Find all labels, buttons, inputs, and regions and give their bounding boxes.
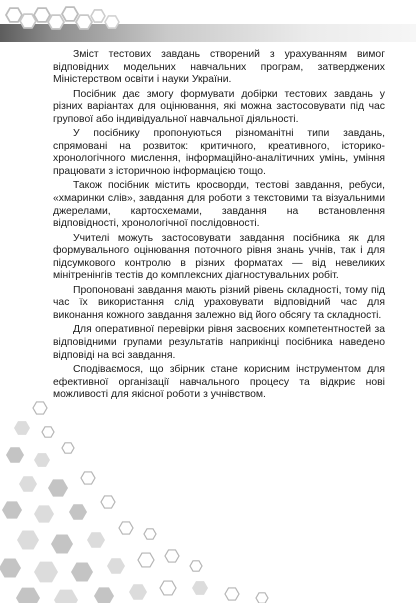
hexagon-cluster-hexagon	[33, 402, 47, 414]
hexagon-cluster-hexagon	[51, 534, 73, 553]
hexagon-cluster-hexagon	[192, 581, 208, 595]
hexagon-cluster-hexagon	[256, 593, 268, 603]
header-bar	[0, 24, 416, 42]
hexagon-cluster-hexagon	[14, 421, 30, 435]
hexagon-cluster-hexagon	[160, 581, 176, 595]
header-hexagon-icon	[6, 8, 22, 22]
paragraph: Учителі можуть застосовувати завдання посібника як для формувального оцінювання поточного рівня знань учнів, так і для підсумкового контролю в різних форматах — від невеликих мінітренінгів тестів до комплексних діагностувальних робіт.	[53, 232, 385, 282]
hexagon-cluster-hexagon	[54, 590, 78, 603]
hexagon-cluster-hexagon	[81, 472, 95, 484]
header-hexagon-icon	[34, 8, 50, 22]
paragraph: Також посібник містить кросворди, тестові завдання, ребуси, «хмаринки слів», завдання для роботи з текстовими та візуальними джерелами, картосхемами, завдання на встановлення відповідності, хронологічної послідовності.	[53, 180, 385, 230]
paragraph: Пропоновані завдання мають різний рівень складності, тому під час їх використання слід ураховувати відповідний час для виконання кожного завдання залежно від його обсягу та складності.	[53, 284, 385, 321]
hexagon-cluster-hexagon	[34, 505, 54, 522]
hexagon-cluster-hexagon	[138, 553, 154, 567]
hexagon-cluster-hexagon	[69, 504, 87, 520]
paragraph: Для оперативної перевірки рівня засвоєних компетентностей за відповідними групами результатів наприкінці посібника наведено відповіді на всі завдання.	[53, 324, 385, 361]
hexagon-cluster-hexagon	[129, 584, 147, 600]
paragraph: Зміст тестових завдань створений з урахуванням вимог відповідних модельних навчальних програм, затверджених Міністерством освіти і науки України.	[53, 49, 385, 86]
hexagon-cluster-hexagon	[2, 501, 22, 518]
hexagon-cluster-hexagon	[190, 561, 202, 571]
header-hexagon-icon	[91, 10, 105, 22]
hexagon-cluster-hexagon	[0, 558, 21, 577]
hexagon-cluster-hexagon	[34, 562, 58, 583]
hexagon-cluster-hexagon	[94, 587, 114, 603]
hexagon-cluster-hexagon	[119, 522, 133, 534]
paragraph: Сподіваємося, що збірник стане корисним інструментом для ефективної організації навчального процесу та відкриє нові можливості для якісної роботи з учнівством.	[53, 364, 385, 401]
hexagon-cluster-hexagon	[48, 479, 68, 496]
hexagon-cluster-hexagon	[165, 550, 179, 562]
hexagon-cluster-hexagon	[6, 447, 24, 463]
hexagon-cluster-hexagon	[42, 427, 54, 437]
hexagon-cluster-hexagon	[101, 496, 115, 508]
paragraph: У посібнику пропонуються різноманітні типи завдань, спрямовані на розвиток: критичного, креативного, історико-хронологічного мислення, інформаційно-аналітичних умінь, уміння працювати з історичною інформацією тощо.	[53, 128, 385, 177]
hexagon-cluster-hexagon	[87, 532, 105, 548]
hexagon-cluster-hexagon	[16, 588, 40, 603]
hexagon-cluster-hexagon	[107, 558, 125, 574]
paragraph: Посібник дає змогу формувати добірки тестових завдань у різних варіантах для оцінювання, які можна застосовувати під час групової або індивідуальної навчальної діяльності.	[53, 88, 385, 125]
hexagon-cluster-hexagon	[17, 530, 39, 549]
hexagon-cluster-hexagon	[225, 588, 239, 600]
hexagon-cluster-hexagon	[62, 443, 74, 453]
hexagon-cluster-hexagon	[71, 562, 93, 581]
body-text	[53, 49, 385, 404]
hexagon-cluster-decoration	[0, 402, 268, 603]
hexagon-cluster-hexagon	[144, 529, 156, 539]
header-hexagon-icon	[62, 7, 78, 21]
hexagon-cluster-hexagon	[19, 476, 37, 492]
hexagon-cluster-hexagon	[34, 453, 50, 467]
